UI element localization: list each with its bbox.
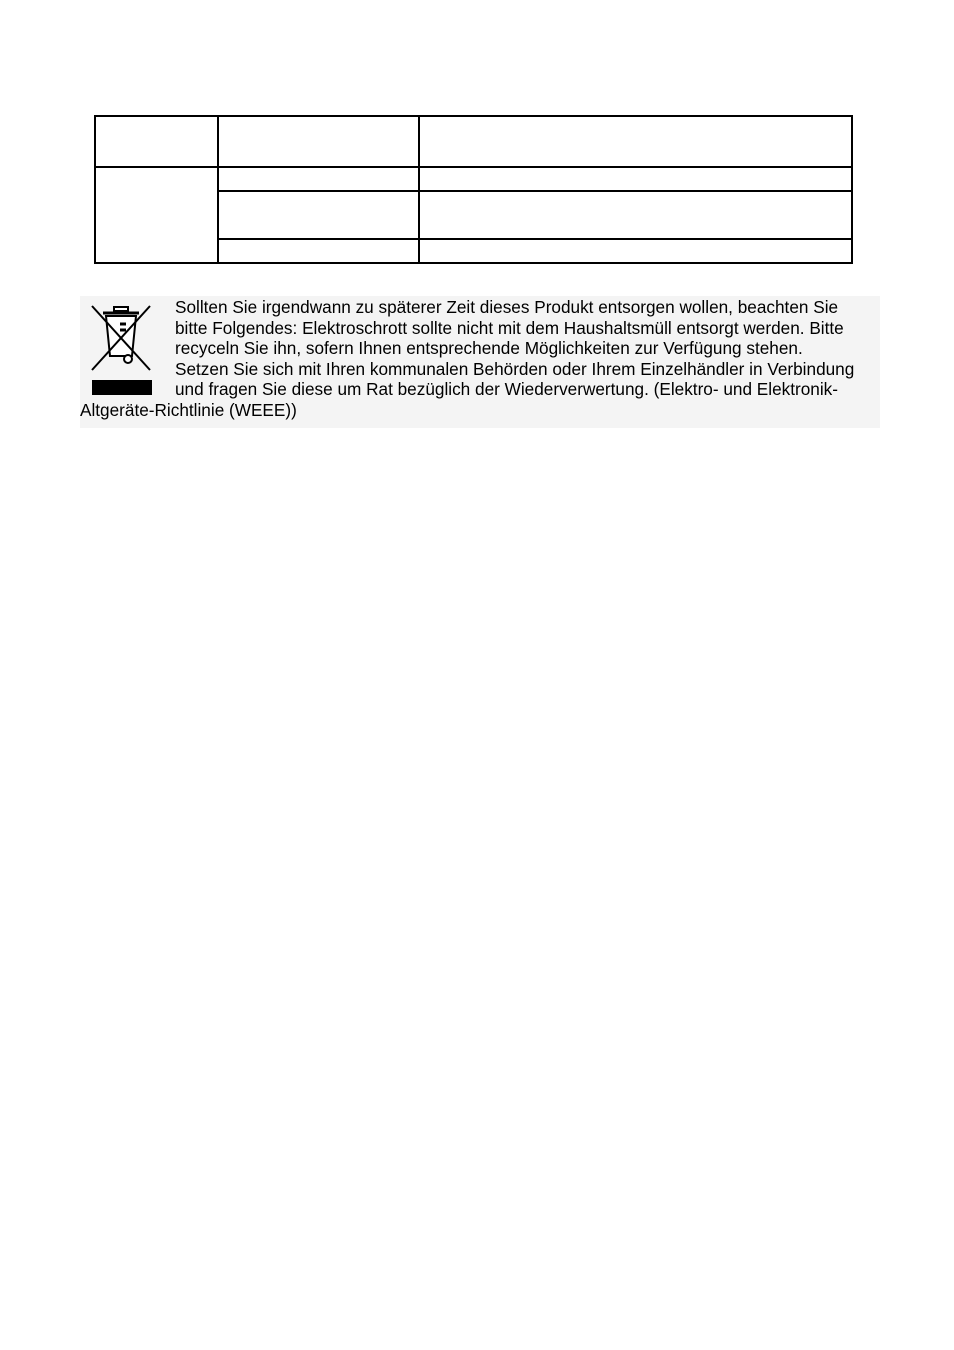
- notice-line: Setzen Sie sich mit Ihren kommunalen Behörden oder Ihrem Einzelhändler in Verbindung: [175, 358, 855, 379]
- weee-disposal-notice: [80, 296, 880, 428]
- notice-line: und fragen Sie diese um Rat bezüglich der Wiederverwertung. (Elektro- und Elektronik-: [175, 379, 838, 399]
- notice-line: Altgeräte-Richtlinie (WEEE)): [80, 399, 297, 420]
- table-cell: [218, 191, 419, 239]
- notice-line: recyceln Sie ihn, sofern Ihnen entsprechende Möglichkeiten zur Verfügung stehen.: [175, 338, 803, 358]
- table-cell: [419, 116, 852, 167]
- table-row: [95, 167, 852, 191]
- disposal-notice-text: [80, 297, 880, 420]
- table-cell: [419, 239, 852, 263]
- table-row: [95, 116, 852, 167]
- table-cell: [218, 116, 419, 167]
- notice-line: bitte Folgendes: Elektroschrott sollte nicht mit dem Haushaltsmüll entsorgt werden. Bitte: [175, 317, 844, 338]
- table-cell: [95, 167, 218, 263]
- table-cell: [218, 167, 419, 191]
- table-cell: [419, 191, 852, 239]
- notice-line: Sollten Sie irgendwann zu späterer Zeit dieses Produkt entsorgen wollen, beachten Sie: [175, 297, 839, 317]
- table-cell: [218, 239, 419, 263]
- specification-table: [94, 115, 853, 264]
- table-cell: [419, 167, 852, 191]
- table-cell: [95, 116, 218, 167]
